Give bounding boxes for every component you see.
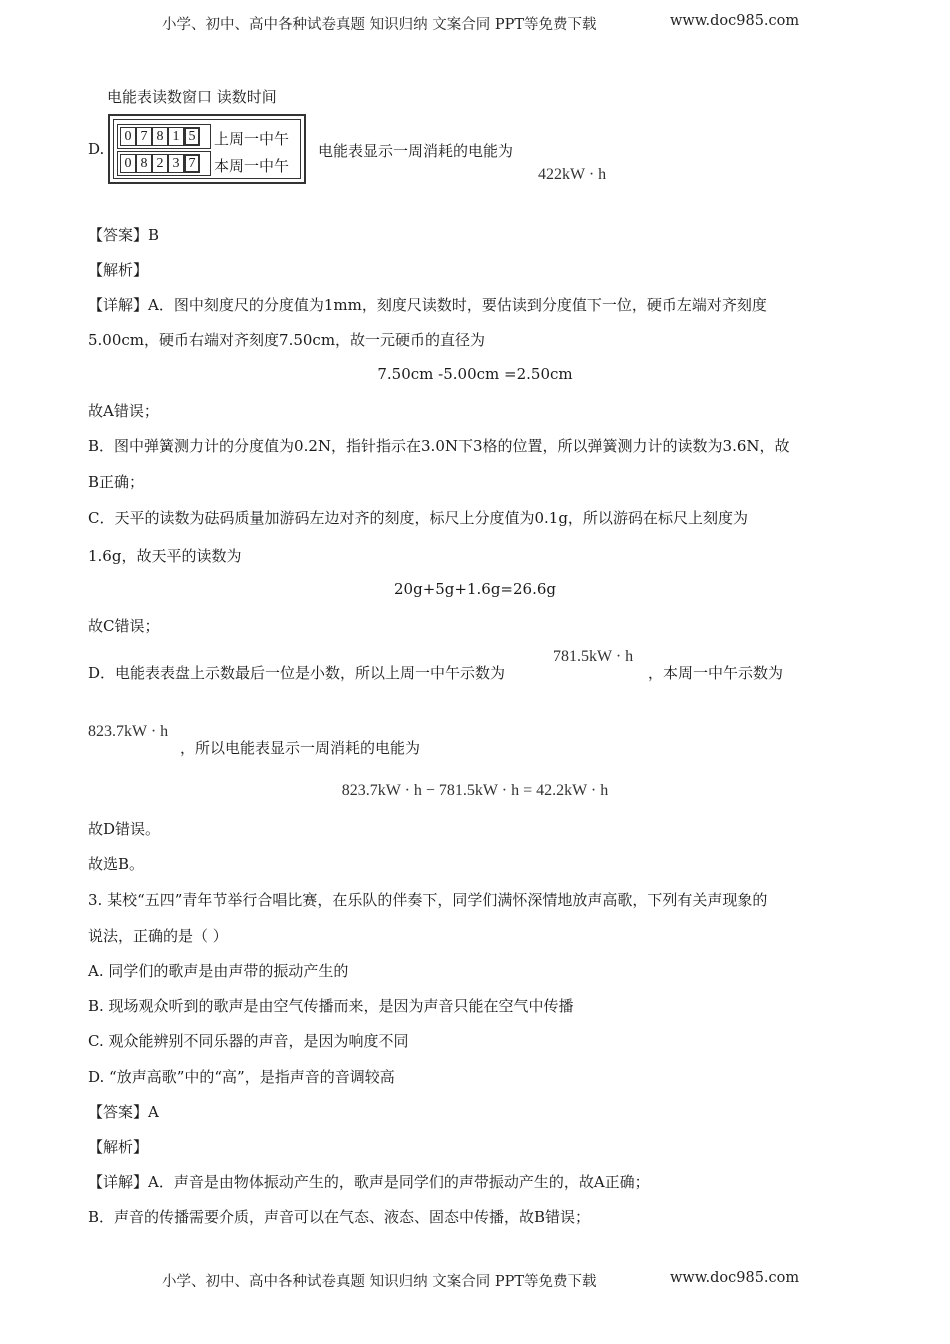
meter-digit: 0 [120,127,136,146]
q2-conclusion-a: 故A错误； [88,402,159,420]
q2-detail-c-line1: C．天平的读数为砝码质量加游码左边对齐的刻度，标尺上分度值为0.1g，所以游码在标尺上刻度为 [88,509,748,527]
meter-row1-digits [120,127,200,146]
q2-detail-d-line2-tail: ，所以电能表显示一周消耗的电能为 [180,739,421,757]
q2-detail-d-line1-tail: ，本周一中午示数为 [648,664,784,682]
q2-detail-a-line1: 【详解】A．图中刻度尺的分度值为1mm，刻度尺读数时，要估读到分度值下一位，硬币左端对齐刻度 [88,296,767,314]
q3-stem-line2: 说法，正确的是（ ） [88,927,228,945]
meter-digit: 7 [136,127,152,146]
q2-detail-d-value2: 823.7kW · h [88,723,169,740]
meter-digit-decimal: 5 [184,127,200,146]
meter-digit: 0 [120,154,136,173]
meter-row2-digits [120,154,200,173]
q3-option-c: C. 观众能辨别不同乐器的声音，是因为响度不同 [88,1032,409,1050]
q3-detail-a: 【详解】A．声音是由物体振动产生的，歌声是同学们的声带振动产生的，故A正确； [88,1173,650,1191]
q2-analysis-heading: 【解析】 [88,261,149,279]
q2-detail-b-line1: B．图中弹簧测力计的分度值为0.2N，指针指示在3.0N下3格的位置，所以弹簧测力计的读数为3.6N，故 [88,437,790,455]
page-header-url[interactable]: www.doc985.com [670,13,800,29]
q2-detail-c-line2: 1.6g，故天平的读数为 [88,547,242,565]
page-footer-text: 小学、初中、高中各种试卷真题 知识归纳 文案合同 PPT等免费下载 [162,1274,597,1290]
q2-conclusion-d: 故D错误。 [88,820,161,838]
q3-analysis-heading: 【解析】 [88,1138,149,1156]
meter-digit-decimal: 7 [184,154,200,173]
q2-detail-a-line2: 5.00cm，硬币右端对齐刻度7.50cm，故一元硬币的直径为 [88,331,486,349]
q3-stem-line1: 3. 某校“五四”青年节举行合唱比赛，在乐队的伴奏下，同学们满怀深情地放声高歌，下列有关声现象的 [88,891,768,909]
q3-option-b: B. 现场观众听到的歌声是由空气传播而来，是因为声音只能在空气中传播 [88,997,574,1015]
page-footer-url[interactable]: www.doc985.com [670,1270,800,1286]
q2-formula-a: 7.50cm -5.00cm =2.50cm [377,365,573,383]
q2-formula-d: 823.7kW · h − 781.5kW · h = 42.2kW · h [341,782,609,799]
meter-digit: 8 [152,127,168,146]
meter-caption: 电能表读数窗口 读数时间 [107,88,277,106]
q2-detail-d-value1: 781.5kW · h [553,648,634,665]
q3-option-d: D. “放声高歌”中的“高”，是指声音的音调较高 [88,1068,395,1086]
q3-option-a: A. 同学们的歌声是由声带的振动产生的 [88,962,349,980]
meter-digit: 8 [136,154,152,173]
page-header-text: 小学、初中、高中各种试卷真题 知识归纳 文案合同 PPT等免费下载 [162,17,597,33]
q2-formula-c: 20g+5g+1.6g=26.6g [394,580,556,598]
meter-row1-time: 上周一中午 [214,130,290,148]
meter-row2-time: 本周一中午 [214,157,290,175]
option-d-label: D. [88,140,105,158]
q2-final: 故选B。 [88,855,145,873]
q2-answer: 【答案】B [88,226,160,244]
q3-answer: 【答案】A [88,1103,159,1121]
option-d-statement: 电能表显示一周消耗的电能为 [318,142,514,160]
q2-conclusion-c: 故C错误； [88,617,160,635]
q3-detail-b: B．声音的传播需要介质，声音可以在气态、液态、固态中传播，故B错误； [88,1208,591,1226]
option-d-value: 422kW · h [538,166,607,183]
q2-detail-b-line2: B正确； [88,473,145,491]
meter-digit: 2 [152,154,168,173]
q2-detail-d-line1: D．电能表表盘上示数最后一位是小数，所以上周一中午示数为 [88,664,506,682]
meter-digit: 1 [168,127,184,146]
meter-digit: 3 [168,154,184,173]
